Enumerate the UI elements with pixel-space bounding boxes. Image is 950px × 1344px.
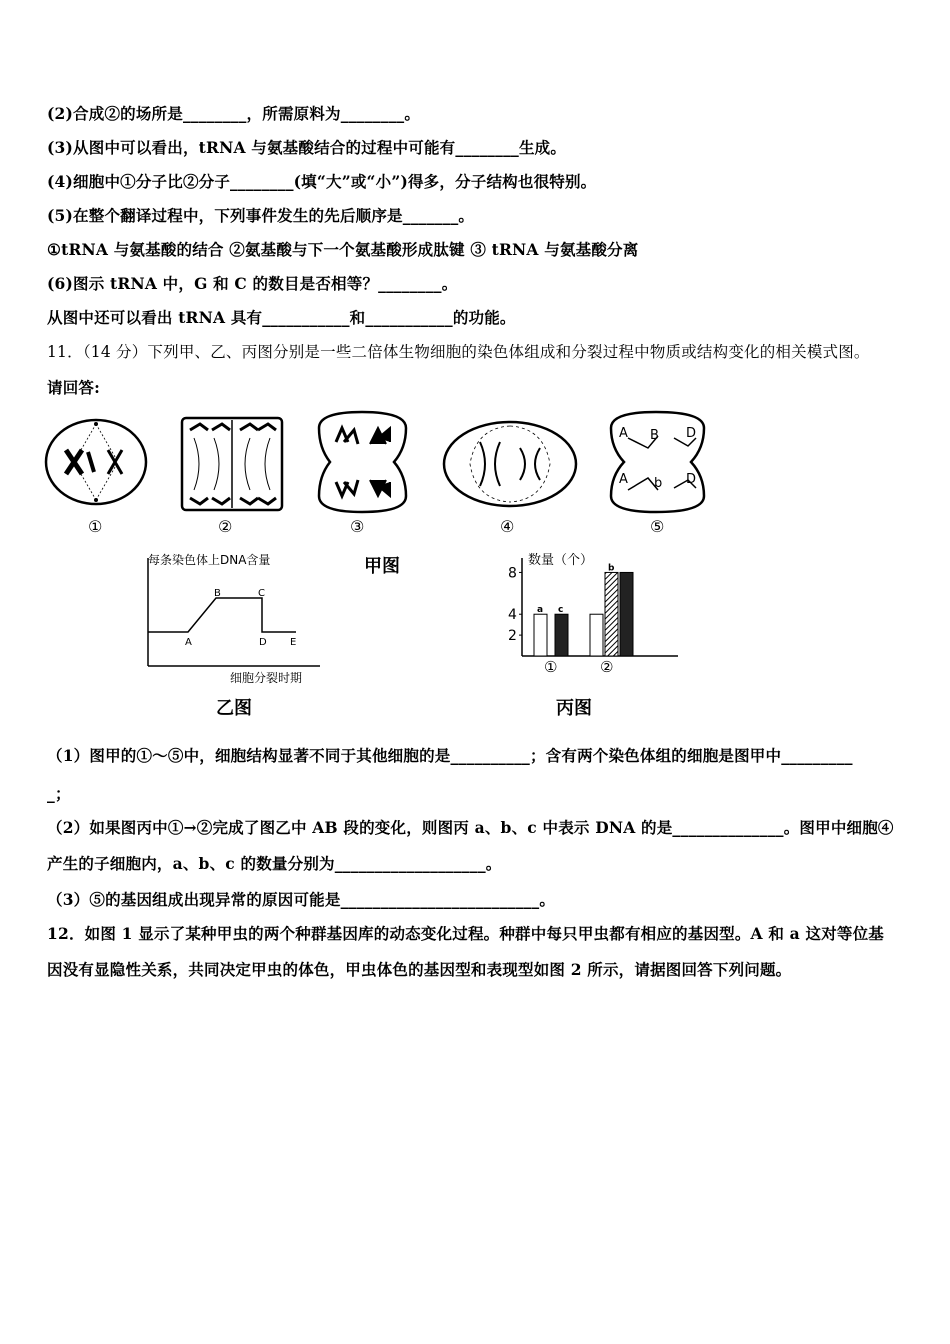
cell-number: ① [88, 517, 103, 536]
yi-point-label: D [259, 637, 267, 648]
bing-bar-label: b [608, 563, 615, 574]
yi-ylabel: 每条染色体上DNA含量 [148, 553, 271, 567]
bing-bar-a [590, 614, 603, 656]
bing-category-label: ② [600, 658, 614, 676]
gene-label: D [686, 426, 697, 441]
caption-yi: 乙图 [216, 698, 252, 719]
cell-number: ④ [500, 517, 515, 536]
bing-y-tick-label: 2 [508, 628, 517, 645]
yi-point-label: B [214, 588, 221, 599]
q12-stem-cont: 因没有显隐性关系，共同决定甲虫的体色，甲虫体色的基因型和表现型如图 2 所示，请据图回答下列问题。 [47, 960, 792, 979]
bing-y-tick-label: 4 [508, 607, 517, 624]
q11-part2: （2）如果图丙中①→②完成了图乙中 AB 段的变化，则图丙 a、b、c 中表示 DNA 的是______________。图甲中细胞④ [47, 818, 894, 837]
yi-point-label: A [185, 637, 192, 648]
bing-bar-c [620, 572, 633, 656]
q11-part1-cont: _； [47, 784, 71, 803]
gene-label: D [686, 472, 697, 487]
cell-number: ② [218, 517, 233, 536]
bing-bar-label: a [537, 605, 544, 616]
caption-bing: 丙图 [556, 698, 592, 719]
figure-bing [500, 548, 690, 678]
cell-number: ③ [350, 517, 365, 536]
bing-category-label: ① [544, 658, 558, 676]
gene-label: B [650, 428, 659, 443]
bing-bar-a [534, 614, 547, 656]
yi-point-label: E [290, 637, 297, 648]
q10-part7: 从图中还可以看出 tRNA 具有___________和___________的功能。 [47, 308, 516, 327]
q10-part5-options: ①tRNA 与氨基酸的结合 ②氨基酸与下一个氨基酸形成肽键 ③ tRNA 与氨基酸分离 [47, 240, 639, 259]
gene-label: b [654, 476, 663, 491]
q11-stem-text: 11．（14 分）下列甲、乙、丙图分别是一些二倍体生物细胞的染色体组成和分裂过程中物质或结构变化的相关模式图。 [47, 343, 870, 361]
bing-bar-b [605, 572, 618, 656]
cell-4 [444, 422, 576, 506]
q11-prompt: 请回答: [47, 378, 101, 397]
bing-y-tick-label: 8 [508, 565, 517, 582]
q11-part3: （3）⑤的基因组成出现异常的原因可能是_________________________。 [47, 890, 556, 909]
gene-label: A [619, 426, 628, 441]
q11-stem [47, 340, 870, 362]
bing-bar-label: c [558, 605, 564, 616]
gene-label: A [619, 472, 628, 487]
cell-2 [182, 418, 282, 510]
q10-part4: (4)细胞中①分子比②分子________(填“大”或“小”)得多，分子结构也很特别。 [47, 172, 597, 191]
q10-part2: (2)合成②的场所是________，所需原料为________。 [47, 104, 421, 123]
bing-bar-c [555, 614, 568, 656]
q10-part3: (3)从图中可以看出，tRNA 与氨基酸结合的过程中可能有________生成。 [47, 138, 567, 157]
q11-part2-cont: 产生的子细胞内，a、b、c 的数量分别为___________________。 [47, 854, 502, 873]
cell-3 [319, 412, 406, 512]
yi-xlabel: 细胞分裂时期 [230, 671, 303, 685]
q10-part6: (6)图示 tRNA 中，G 和 C 的数目是否相等？________。 [47, 274, 458, 293]
cell-5 [611, 412, 704, 512]
cell-1 [46, 420, 146, 504]
q10-part5: (5)在整个翻译过程中，下列事件发生的先后顺序是_______。 [47, 206, 475, 225]
bing-ylabel: 数量（个） [528, 553, 594, 568]
caption-jia: 甲图 [364, 556, 400, 577]
yi-point-label: C [258, 588, 265, 599]
q12-stem: 12．如图 1 显示了某种甲虫的两个种群基因库的动态变化过程。种群中每只甲虫都有相应的基因型。A 和 a 这对等位基 [47, 924, 885, 943]
q11-part1: （1）图甲的①～⑤中，细胞结构显著不同于其他细胞的是__________；含有两个染色体组的细胞是图甲中_________ [47, 746, 853, 765]
cell-number: ⑤ [650, 517, 665, 536]
